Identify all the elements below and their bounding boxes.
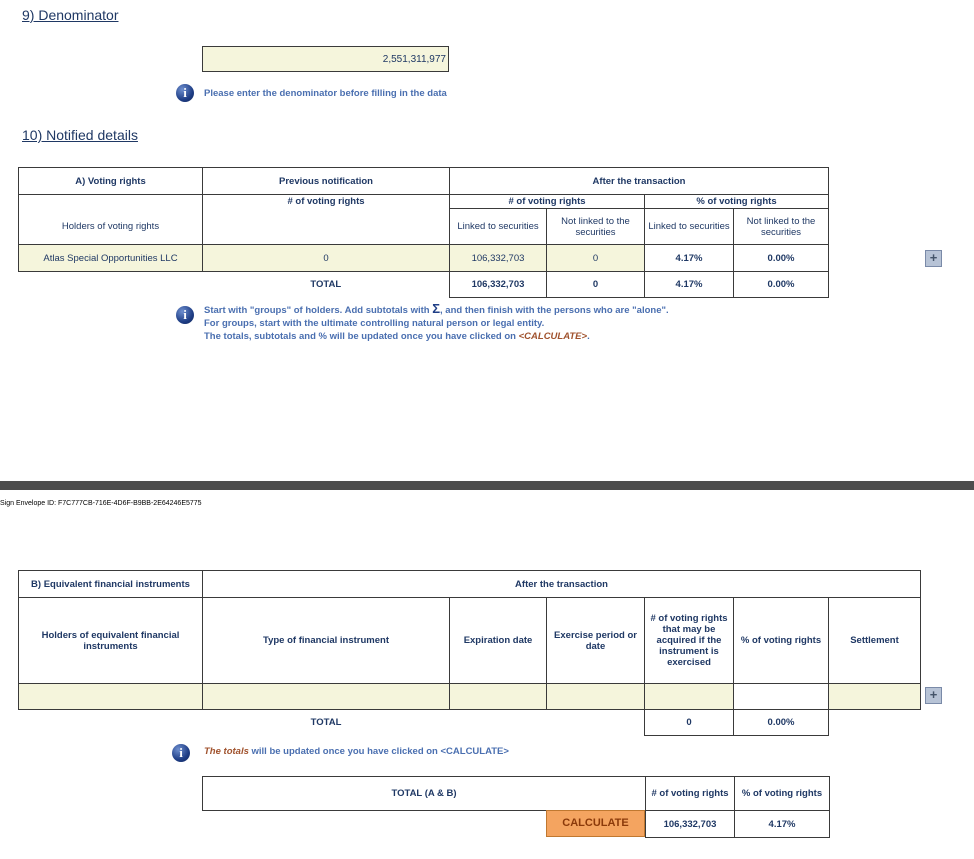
info-icon: i [176,306,194,324]
grand-total-num-header: # of voting rights [646,777,735,811]
linked-num-header: Linked to securities [450,209,547,245]
total-not-linked-num: 0 [547,272,645,298]
holders-header: Holders of voting rights [19,209,203,245]
not-linked-num-header: Not linked to the securities [547,209,645,245]
pct-header: % of voting rights [734,598,829,684]
total-pct: 0.00% [734,710,829,736]
settlement-header: Settlement [829,598,921,684]
linked-pct-cell: 4.17% [645,245,734,272]
linked-num-cell[interactable]: 106,332,703 [450,245,547,272]
empty-cell [203,209,450,245]
prev-num-voting-rights-header: # of voting rights [203,195,450,209]
page-break [0,481,974,490]
equivalent-instruments-label: B) Equivalent financial instruments [19,571,203,598]
not-linked-pct-header: Not linked to the securities [734,209,829,245]
section-denominator-title: 9) Denominator [22,7,119,23]
denominator-note: Please enter the denominator before filling in the data [204,88,447,99]
total-linked-pct: 4.17% [645,272,734,298]
section-notified-details-title: 10) Notified details [22,127,138,143]
total-not-linked-pct: 0.00% [734,272,829,298]
acquirable-input-cell[interactable] [645,684,734,710]
after-transaction-header: After the transaction [450,168,829,195]
envelope-id: Sign Envelope ID: F7C777CB-716E-4D6F-B9BB-2E64246E5775 [0,500,202,507]
total-row [19,710,921,736]
linked-pct-header: Linked to securities [645,209,734,245]
type-input-cell[interactable] [203,684,450,710]
add-instrument-row-button[interactable]: + [925,687,942,704]
voting-rights-label: A) Voting rights [19,168,203,195]
exercise-input-cell[interactable] [547,684,645,710]
type-header: Type of financial instrument [203,598,450,684]
holder-input-cell[interactable] [19,684,203,710]
previous-notification-header: Previous notification [203,168,450,195]
sigma-icon: Σ [432,301,441,316]
acquirable-header: # of voting rights that may be acquired if the instrument is exercised [645,598,734,684]
total-linked-num: 106,332,703 [450,272,547,298]
info-icon: i [172,744,190,762]
grand-total-num: 106,332,703 [646,811,735,838]
instruments-note: The totals will be updated once you have clicked on <CALCULATE> [204,746,509,757]
total-num: 0 [645,710,734,736]
total-row [19,272,829,298]
voting-rights-table [18,167,829,298]
pct-cell [734,684,829,710]
previous-value-cell[interactable]: 0 [203,245,450,272]
grand-total-pct-header: % of voting rights [735,777,830,811]
after-num-voting-rights-header: # of voting rights [450,195,645,209]
holders-header: Holders of equivalent financial instruments [19,598,203,684]
holder-name-cell[interactable]: Atlas Special Opportunities LLC [19,245,203,272]
not-linked-pct-cell: 0.00% [734,245,829,272]
calculate-button[interactable]: CALCULATE [546,810,645,837]
exercise-header: Exercise period or date [547,598,645,684]
denominator-input[interactable]: 2,551,311,977 [202,46,449,72]
after-transaction-header: After the transaction [203,571,921,598]
total-label: TOTAL [310,717,342,729]
add-voting-row-button[interactable]: + [925,250,942,267]
table-row [19,245,829,272]
not-linked-num-cell[interactable]: 0 [547,245,645,272]
grand-total-label: TOTAL (A & B) [203,777,646,811]
empty-cell [19,195,203,209]
info-icon: i [176,84,194,102]
expiration-header: Expiration date [450,598,547,684]
voting-rights-note: Start with "groups" of holders. Add subtotals with Σ, and then finish with the persons who are "alone". For groups, start with the ultimate controlling natural person or legal entity. The totals, subtotals and % will be updated once you have clicked on <CALCULATE>. [204,301,669,342]
equivalent-instruments-table [18,570,921,736]
after-pct-voting-rights-header: % of voting rights [645,195,829,209]
table-row [19,684,921,710]
expiration-input-cell[interactable] [450,684,547,710]
grand-total-table [202,776,830,838]
settlement-input-cell[interactable] [829,684,921,710]
total-label: TOTAL [310,279,342,291]
grand-total-pct: 4.17% [735,811,830,838]
